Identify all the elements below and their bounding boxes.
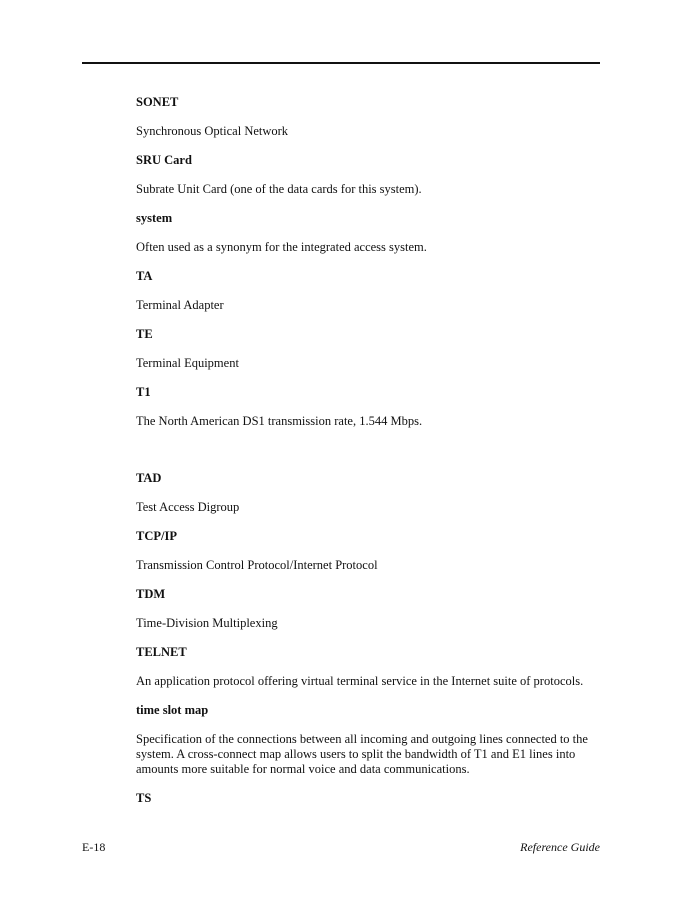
- glossary-term-telnet: TELNET: [136, 645, 187, 659]
- glossary-term-ta: TA: [136, 269, 153, 283]
- glossary-term-tcp-ip: TCP/IP: [136, 529, 177, 543]
- glossary-definition-time-slot-map: Specification of the connections between all incoming and outgoing lines connected to the system. A cross-connect map allows users to split the bandwidth of T1 and E1 lines into amounts more suitable for normal voice and data communications.: [136, 732, 588, 776]
- glossary-term-t1: T1: [136, 385, 151, 399]
- glossary-definition-system: Often used as a synonym for the integrated access system.: [136, 240, 427, 254]
- glossary-term-ts: TS: [136, 791, 152, 805]
- glossary-definition-te: Terminal Equipment: [136, 356, 239, 370]
- glossary-term-tad: TAD: [136, 471, 162, 485]
- glossary-definition-sru-card: Subrate Unit Card (one of the data cards for this system).: [136, 182, 422, 196]
- glossary-definition-telnet: An application protocol offering virtual terminal service in the Internet suite of protocols.: [136, 674, 584, 688]
- glossary-definition-sonet: Synchronous Optical Network: [136, 124, 289, 138]
- glossary-definition-tcp-ip: Transmission Control Protocol/Internet Protocol: [136, 558, 378, 572]
- glossary-definition-tad: Test Access Digroup: [136, 500, 240, 514]
- glossary-definition-ta: Terminal Adapter: [136, 298, 224, 312]
- glossary-definition-tdm: Time-Division Multiplexing: [136, 616, 278, 630]
- glossary-definition-t1: The North American DS1 transmission rate, 1.544 Mbps.: [136, 414, 423, 428]
- page-number: E-18: [82, 840, 106, 854]
- header-rule: [82, 62, 600, 64]
- glossary-term-sru-card: SRU Card: [136, 153, 192, 167]
- glossary-term-te: TE: [136, 327, 153, 341]
- glossary-term-sonet: SONET: [136, 95, 179, 109]
- glossary-term-tdm: TDM: [136, 587, 166, 601]
- glossary-term-system: system: [136, 211, 173, 225]
- glossary-term-time-slot-map: time slot map: [136, 703, 209, 717]
- glossary-list: [136, 95, 596, 820]
- document-title: Reference Guide: [520, 840, 600, 854]
